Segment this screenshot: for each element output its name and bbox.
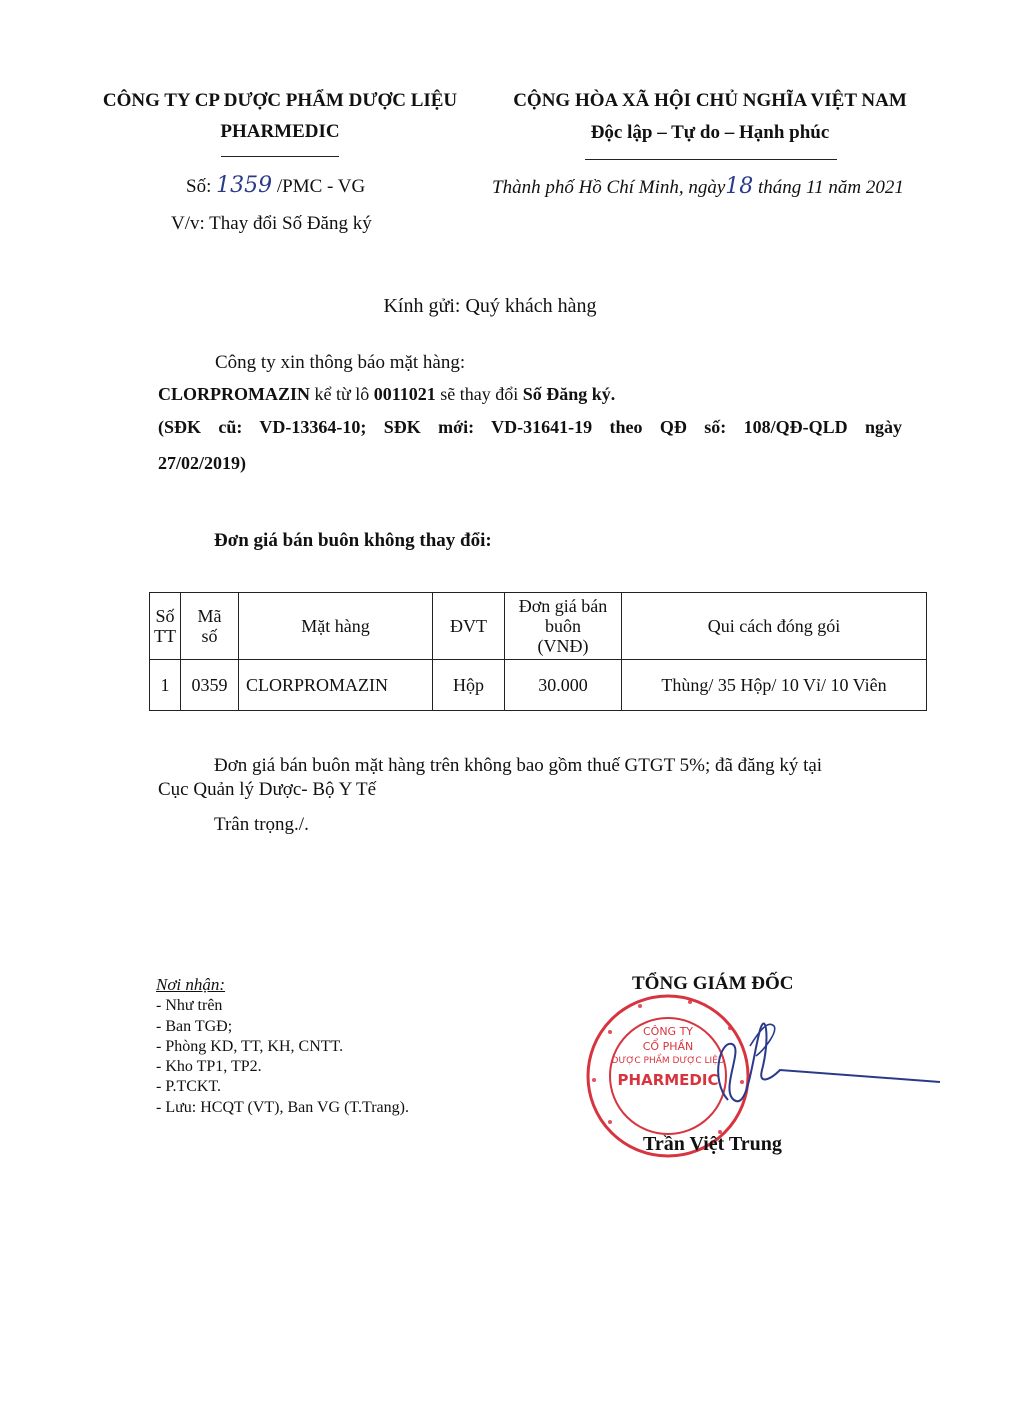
intro-text: Công ty xin thông báo mặt hàng: <box>215 352 466 373</box>
cell-unit: Hộp <box>433 660 505 711</box>
recipients-title: Nơi nhận: <box>156 975 226 994</box>
doc-no-label: Số: <box>186 176 212 197</box>
motto: Độc lập – Tự do – Hạnh phúc <box>590 122 830 143</box>
seal-line-3: DƯỢC PHẨM DƯỢC LIỆU <box>611 1056 725 1066</box>
note-line-1: Đơn giá bán buôn mặt hàng trên không bao gồm thuế GTGT 5%; đã đăng ký tại <box>214 755 823 776</box>
company-line2: PHARMEDIC <box>220 121 340 142</box>
list-item: - Phòng KD, TT, KH, CNTT. <box>156 1037 344 1055</box>
table-header-row <box>150 593 927 660</box>
salutation: Kính gửi: Quý khách hàng <box>383 295 597 317</box>
list-item: - Ban TGĐ; <box>156 1017 233 1035</box>
product-text-1: kể từ lô <box>310 384 374 404</box>
seal-line-2: CỔ PHẦN <box>642 1040 694 1053</box>
note-line-2: Cục Quản lý Dược- Bộ Y Tế <box>158 779 377 800</box>
closing: Trân trọng./. <box>214 814 309 835</box>
table-row <box>150 660 927 711</box>
signer-name: Trần Việt Trung <box>643 1133 782 1155</box>
registration-line-1: (SĐK cũ: VD-13364-10; SĐK mới: VD-31641-19 theo QĐ số: 108/QĐ-QLD ngày <box>158 417 902 437</box>
document-number <box>186 173 365 198</box>
cell-code: 0359 <box>181 660 239 711</box>
doc-no-suffix: /PMC - VG <box>276 176 366 197</box>
list-item: - Lưu: HCQT (VT), Ban VG (T.Trang). <box>156 1098 409 1116</box>
lot-number: 0011021 <box>373 384 436 404</box>
product-text-2: sẽ thay đổi <box>435 384 523 404</box>
list-item: - Như trên <box>156 997 223 1015</box>
company-line1: CÔNG TY CP DƯỢC PHẨM DƯỢC LIỆU <box>102 90 458 111</box>
republic-header <box>480 90 940 144</box>
motto-underline <box>585 159 837 160</box>
doc-no-handwritten: 1359 <box>216 173 273 198</box>
cell-packing: Thùng/ 35 Hộp/ 10 Vỉ/ 10 Viên <box>622 660 927 711</box>
header-packing: Qui cách đóng gói <box>622 593 927 660</box>
header-item: Mặt hàng <box>239 593 433 660</box>
price-table <box>149 592 927 711</box>
list-item: - Kho TP1, TP2. <box>156 1058 262 1076</box>
product-line <box>158 384 615 405</box>
seal-line-1: CÔNG TY <box>642 1025 694 1038</box>
registration-line-2: 27/02/2019) <box>158 453 246 473</box>
company-name <box>80 90 480 143</box>
date-suffix: tháng 11 năm 2021 <box>753 177 904 198</box>
recipients <box>156 975 409 1118</box>
date-line <box>492 174 904 199</box>
subject-line: V/v: Thay đổi Số Đăng ký <box>171 213 372 234</box>
registration-label: Số Đăng ký. <box>522 384 616 404</box>
date-prefix: Thành phố Hồ Chí Minh, ngày <box>492 177 726 198</box>
signature-title: TỔNG GIÁM ĐỐC <box>632 973 794 994</box>
header-stt: Số TT <box>150 593 181 660</box>
list-item: - P.TCKT. <box>156 1078 222 1096</box>
header-unit: ĐVT <box>433 593 505 660</box>
company-underline <box>221 156 339 157</box>
seal-line-4: PHARMEDIC <box>617 1071 719 1089</box>
cell-stt: 1 <box>150 660 181 711</box>
cell-price: 30.000 <box>505 660 622 711</box>
handwritten-signature <box>690 1000 940 1120</box>
cell-item: CLORPROMAZIN <box>239 660 433 711</box>
header-price: Đơn giá bán buôn (VNĐ) <box>505 593 622 660</box>
republic-title: CỘNG HÒA XÃ HỘI CHỦ NGHĨA VIỆT NAM <box>513 90 907 111</box>
header-code: Mã số <box>181 593 239 660</box>
date-day-handwritten: 18 <box>725 174 754 199</box>
price-heading: Đơn giá bán buôn không thay đổi: <box>214 530 492 551</box>
product-name: CLORPROMAZIN <box>158 384 310 404</box>
